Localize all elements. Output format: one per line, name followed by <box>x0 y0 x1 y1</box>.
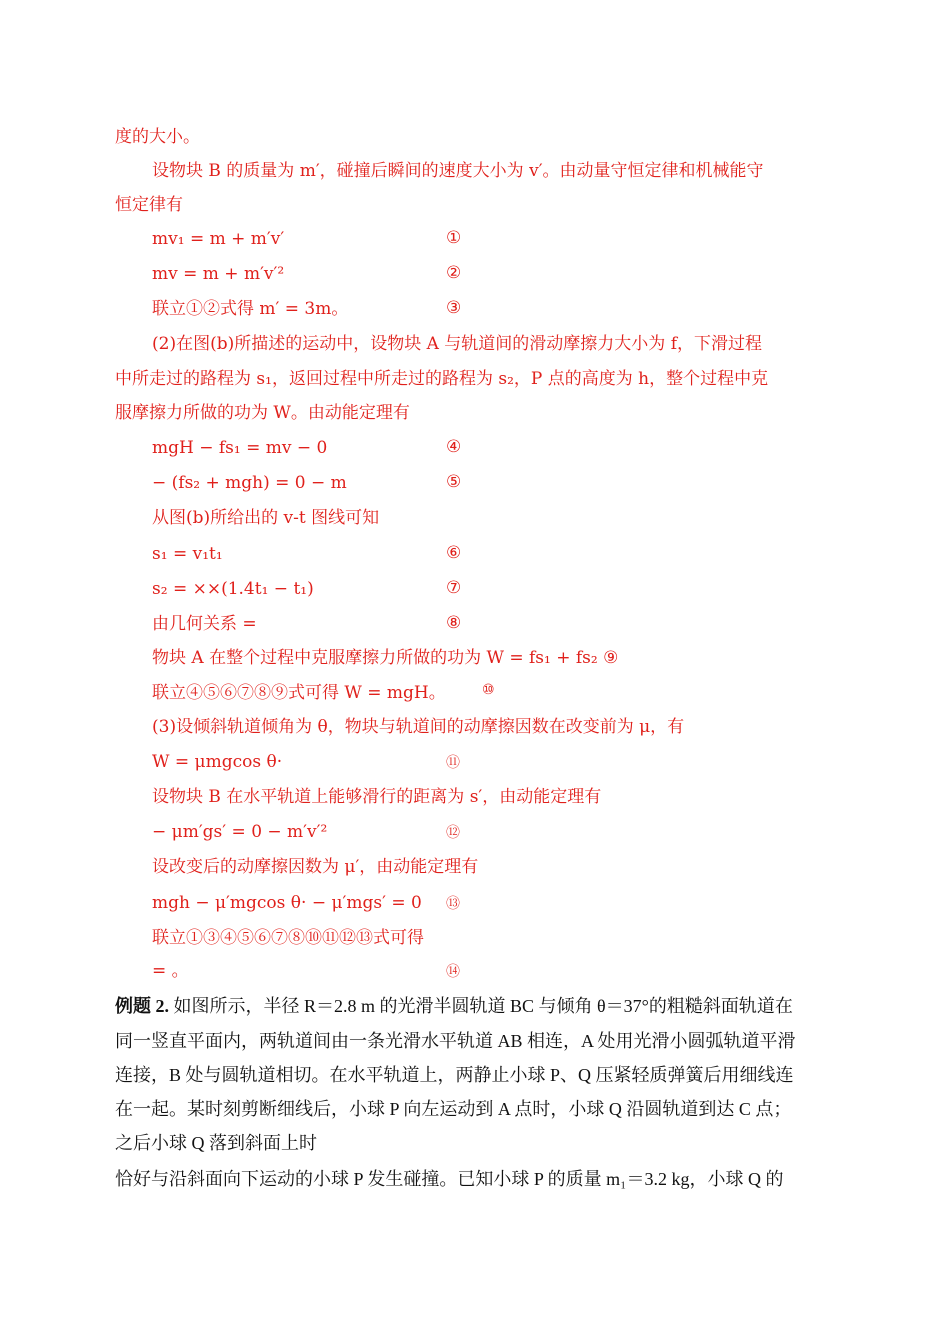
equation-line: 联立④⑤⑥⑦⑧⑨式可得 W = mgH。 <box>152 683 446 703</box>
text-line: 设物块 B 的质量为 m′，碰撞后瞬间的速度大小为 v′。由动量守恒定律和机械能守 <box>152 161 764 181</box>
equation-line: s₁ = v₁t₁ <box>152 544 223 564</box>
text-line: 设物块 B 在水平轨道上能够滑行的距离为 s′，由动能定理有 <box>152 787 602 807</box>
example-line: 同一竖直平面内，两轨道间由一条光滑水平轨道 AB 相连，A 处用光滑小圆弧轨道平滑 <box>115 1031 796 1051</box>
text-line: 恒定律有 <box>115 195 183 215</box>
example-line: 之后小球 Q 落到斜面上时 <box>115 1133 317 1153</box>
equation-line: s₂ = ××(1.4t₁ − t₁) <box>152 579 314 599</box>
equation-number: ① <box>446 228 462 248</box>
text-line: 从图(b)所给出的 v-t 图线可知 <box>152 508 380 528</box>
text-line: 服摩擦力所做的功为 W。由动能定理有 <box>115 403 410 423</box>
equation-line: − μm′gs′ = 0 − m′v′² <box>152 822 328 842</box>
equation-number: ⑤ <box>446 472 462 492</box>
text-line: (3)设倾斜轨道倾角为 θ，物块与轨道间的动摩擦因数在改变前为 μ，有 <box>152 717 685 737</box>
equation-line: 由几何关系 = <box>152 614 257 634</box>
equation-number: ③ <box>446 298 462 318</box>
text-line: 度的大小。 <box>115 127 200 147</box>
equation-line: 物块 A 在整个过程中克服摩擦力所做的功为 W = fs₁ + fs₂ ⑨ <box>152 648 619 668</box>
equation-number: ⑥ <box>446 543 462 563</box>
example-line: 连接，B 处与圆轨道相切。在水平轨道上，两静止小球 P、Q 压紧轻质弹簧后用细线连 <box>115 1065 794 1085</box>
text-line: 中所走过的路程为 s₁，返回过程中所走过的路程为 s₂，P 点的高度为 h，整个过程中克 <box>115 369 769 389</box>
equation-line: 联立①②式得 m′ = 3m。 <box>152 299 349 319</box>
equation-line: mv₁ = m + m′v′ <box>152 229 285 249</box>
equation-line: = 。 <box>152 961 189 981</box>
equation-number: ④ <box>446 437 462 457</box>
equation-line: mgh − μ′mgcos θ· − μ′mgs′ = 0 <box>152 893 422 913</box>
equation-number: ⑦ <box>446 578 462 598</box>
example-line: 恰好与沿斜面向下运动的小球 P 发生碰撞。已知小球 P 的质量 m₁＝3.2 kg，小球 Q 的 <box>115 1169 784 1189</box>
example-line: 在一起。某时刻剪断细线后，小球 P 向左运动到 A 点时，小球 Q 沿圆轨道到达 C 点； <box>115 1099 792 1119</box>
example-line <box>115 995 793 1017</box>
text-line: 联立①③④⑤⑥⑦⑧⑩⑪⑫⑬式可得 <box>152 928 424 948</box>
equation-line: mv = m + m′v′² <box>152 264 285 284</box>
example-label: 例题 2. <box>115 996 169 1016</box>
equation-line: mgH − fs₁ = mv − 0 <box>152 438 328 458</box>
equation-number: ⑫ <box>446 825 460 841</box>
equation-number: ⑪ <box>446 755 460 771</box>
equation-number: ⑩ <box>482 682 495 698</box>
equation-number: ② <box>446 263 462 283</box>
example-text: 如图所示，半径 R＝2.8 m 的光滑半圆轨道 BC 与倾角 θ＝37°的粗糙斜面轨道在 <box>173 996 793 1016</box>
equation-number: ⑧ <box>446 613 462 633</box>
equation-number: ⑬ <box>446 896 460 912</box>
equation-line: − (fs₂ + mgh) = 0 − m <box>152 473 347 493</box>
equation-line: W = μmgcos θ· <box>152 752 283 772</box>
equation-number: ⑭ <box>446 964 460 980</box>
text-line: (2)在图(b)所描述的运动中，设物块 A 与轨道间的滑动摩擦力大小为 f，下滑过程 <box>152 334 763 354</box>
text-line: 设改变后的动摩擦因数为 μ′，由动能定理有 <box>152 857 479 877</box>
